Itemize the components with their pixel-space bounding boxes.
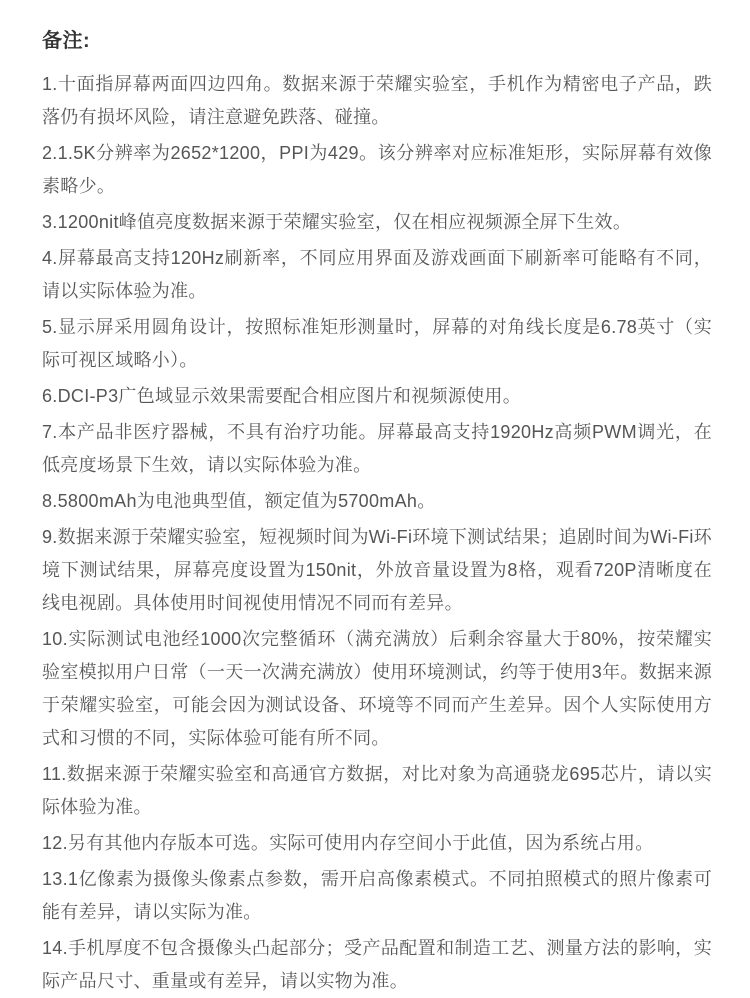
note-item-13: 13.1亿像素为摄像头像素点参数，需开启高像素模式。不同拍照模式的照片像素可能有差异，请以实际为准。 xyxy=(42,869,712,922)
note-item-14: 14.手机厚度不包含摄像头凸起部分；受产品配置和制造工艺、测量方法的影响，实际产品尺寸、重量或有差异，请以实物为准。 xyxy=(42,938,712,991)
note-item-9: 9.数据来源于荣耀实验室，短视频时间为Wi-Fi环境下测试结果；追剧时间为Wi-Fi环境下测试结果，屏幕亮度设置为150nit，外放音量设置为8格，观看720P清晰度在线电视剧。具体使用时间视使用情况不同而有差异。 xyxy=(42,527,712,613)
note-item-4: 4.屏幕最高支持120Hz刷新率，不同应用界面及游戏画面下刷新率可能略有不同，请以实际体验为准。 xyxy=(42,248,712,301)
note-item-10: 10.实际测试电池经1000次完整循环（满充满放）后剩余容量大于80%，按荣耀实验室模拟用户日常（一天一次满充满放）使用环境测试，约等于使用3年。数据来源于荣耀实验室，可能会因为测试设备、环境等不同而产生差异。因个人实际使用方式和习惯的不同，实际体验可能有所不同。 xyxy=(42,629,712,748)
note-item-7: 7.本产品非医疗器械，不具有治疗功能。屏幕最高支持1920Hz高频PWM调光，在低亮度场景下生效，请以实际体验为准。 xyxy=(42,422,712,475)
note-item-3: 3.1200nit峰值亮度数据来源于荣耀实验室，仅在相应视频源全屏下生效。 xyxy=(42,212,632,232)
notes-heading: 备注: xyxy=(42,30,91,52)
note-item-6: 6.DCI-P3广色域显示效果需要配合相应图片和视频源使用。 xyxy=(42,386,522,406)
note-item-5: 5.显示屏采用圆角设计，按照标准矩形测量时，屏幕的对角线长度是6.78英寸（实际可视区域略小）。 xyxy=(42,317,712,370)
note-item-12: 12.另有其他内存版本可选。实际可使用内存空间小于此值，因为系统占用。 xyxy=(42,833,654,853)
note-item-2: 2.1.5K分辨率为2652*1200，PPI为429。该分辨率对应标准矩形，实际屏幕有效像素略少。 xyxy=(42,143,712,196)
note-item-8: 8.5800mAh为电池典型值，额定值为5700mAh。 xyxy=(42,491,436,511)
note-item-1: 1.十面指屏幕两面四边四角。数据来源于荣耀实验室，手机作为精密电子产品，跌落仍有损坏风险，请注意避免跌落、碰撞。 xyxy=(42,74,712,127)
note-item-11: 11.数据来源于荣耀实验室和高通官方数据，对比对象为高通骁龙695芯片，请以实际体验为准。 xyxy=(42,764,712,817)
